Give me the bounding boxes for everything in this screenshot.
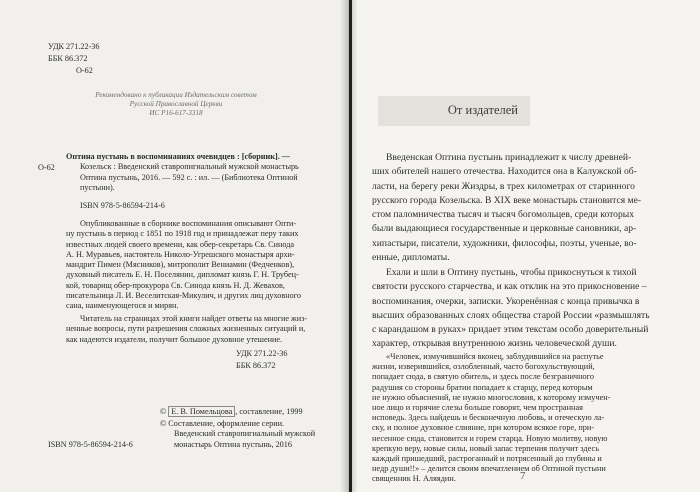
paragraph-line: не нужно объяснений, не нужно многословия, к которому измучен-: [372, 392, 611, 402]
reader-line: ненные вопросы, пути разрешения сложных жизненных ситуаций и,: [66, 324, 306, 334]
reader-line: как надеются издатели, получит большое духовное утешение.: [66, 334, 283, 344]
left-page: [0, 0, 349, 492]
copyright-publisher: [160, 419, 315, 450]
paragraph-line: ное лицо и горячие слезы больше говорят, чем пространная: [372, 403, 583, 413]
paragraph-3: [372, 352, 610, 485]
description-line: ну пустынь в период с 1851 по 1918 год и принадлежат перу таких: [66, 229, 299, 239]
compiler-role: , составление, 1999: [235, 407, 303, 416]
copyright-compiler: [160, 406, 303, 417]
recommendation-line: ИС Р16-617-3318: [149, 109, 203, 118]
isbn-bottom: ISBN 978-5-86594-214-6: [48, 440, 133, 449]
paragraph-line: жизни, изверившийся, озлобленный, часто богохульствующий,: [372, 362, 595, 372]
paragraph-line: Ехали и шли в Оптину пустынь, чтобы прикоснуться к тихой: [386, 267, 637, 278]
paragraph-line: попадает сюда, в святую обитель, и здесь после безграничного: [372, 372, 594, 382]
recommendation-line: Русской Православной Церкви: [129, 100, 223, 109]
description-line: известных людей своего времени, как обер-секретарь Св. Синода: [66, 239, 295, 249]
paragraph-line: исповедь. Здесь найдешь и бесконечную любовь, и отеческую ла-: [372, 413, 605, 423]
catalog-line: пустыни).: [80, 182, 115, 192]
paragraph-1: [372, 151, 641, 265]
compiler-name: Е. В. Помельцова: [168, 406, 235, 417]
paragraph-line: ших обителей нашего отечества. Находится она в Калужской об-: [372, 166, 637, 178]
description-line: мандрит Пимен (Мясников), митрополит Вениамин (Федченков),: [66, 260, 295, 270]
paragraph-line: Введенская Оптина пустынь принадлежит к числу древней-: [386, 152, 632, 163]
paragraph-line: хипастыри, писатели, художники, философы, поэты, ученые, во-: [372, 237, 637, 249]
reader-note: [66, 314, 307, 345]
udk-bottom: УДК 271.22-36: [236, 349, 288, 358]
paragraph-line: недр души!!» – делится своим впечатлением об Оптиной пустыни: [372, 464, 606, 474]
paragraph-line: енные, дипломаты.: [372, 252, 450, 264]
section-title: От издателей: [447, 103, 518, 117]
description-line: кой, товарищ обер-прокурора Св. Синода князь Н. Д. Жевахов,: [66, 280, 285, 290]
description-line: А. Н. Муравьев, настоятель Николо-Угрешского монастыря архи-: [66, 249, 295, 259]
paragraph-line: святости русского старчества, и как отклик на это прикосновение –: [372, 281, 647, 293]
author-mark-top: О-62: [76, 66, 93, 75]
catalog-line: Козельск : Введенский ставропигиальный мужской монастырь: [80, 162, 299, 172]
copyright-line: © Составление, оформление серии.: [160, 419, 285, 428]
paragraph-line: ласти, на берегу реки Жиздры, в трех километрах от старинного: [372, 180, 635, 192]
paragraph-line: каждый пришедший, растроганный и потрясенный до глубины и: [372, 454, 602, 464]
paragraph-line: «Человек, измучившийся вконец, заблудившийся на распутье: [386, 352, 604, 361]
paragraph-line: священник Н. Аляядин.: [372, 474, 456, 484]
copyright-line: монастырь Оптина пустынь, 2016: [174, 439, 292, 449]
paragraph-line: воспоминания, очерки, записки. Укоренённая с конца привычка в: [372, 295, 640, 307]
recommendation-line: Рекомендовано к публикации Издательским советом: [95, 91, 257, 99]
paragraph-line: стом паломничества тысяч и тысяч богомольцев, среди которых: [372, 209, 635, 221]
paragraph-line: были выдающиеся государственные и церковные сановники, ар-: [372, 223, 637, 235]
bbk-top: ББК 86.372: [48, 54, 88, 63]
paragraph-line: радушия со стороны братии попадает к старцу, перед которым: [372, 382, 593, 392]
paragraph-line: несенное сюда, становится и горем старца. Новую молитву, новую: [372, 433, 608, 443]
section-header: [378, 96, 530, 126]
isbn-catalog: ISBN 978-5-86594-214-6: [80, 201, 165, 210]
paragraph-line: крепкую веру, новые силы, новый запас терпения получит здесь: [372, 443, 599, 453]
reader-line: Читатель на страницах этой книги найдет ответы на многие жиз-: [80, 314, 308, 323]
copyright-line: Введенский ставропигиальный мужской: [174, 429, 316, 439]
udk-top: УДК 271.22-36: [48, 42, 100, 51]
catalog-line: Оптина пустынь в воспоминаниях очевидцев : [сборник]. —: [66, 152, 290, 161]
paragraph-line: ску, и полное духовное слияние, при котором всякое горе, при-: [372, 423, 595, 433]
paragraph-line: характер, открывая внутреннюю жизнь человеческой души.: [372, 338, 617, 350]
catalog-entry: [66, 152, 299, 193]
description: [66, 219, 301, 312]
paragraph-line: русского города Козельска. В XIX веке монастырь становится ме-: [372, 194, 642, 206]
book-gutter: [340, 0, 358, 492]
bbk-bottom: ББК 86.372: [236, 361, 276, 370]
page-number: 7: [520, 470, 526, 482]
copyright-symbol: ©: [160, 407, 167, 416]
paragraph-line: с карандашом в руках» придает этим текстам особо доверительный: [372, 324, 649, 336]
paragraph-2: [372, 266, 650, 352]
recommendation: [66, 91, 286, 119]
catalog-line: Оптина пустынь, 2016. — 592 с. : ил. — (Библиотека Оптиной: [80, 172, 298, 182]
description-line: писательница Л. И. Веселитская-Микулич, и других лиц духовного: [66, 291, 301, 301]
description-line: сана, наименующегося и мирян.: [66, 301, 179, 311]
description-line: духовный писатель Е. Н. Поселянин, дипломат князь Г. Н. Трубец-: [66, 270, 299, 280]
catalog-mark: О-62: [38, 163, 55, 172]
description-line: Опубликованные в сборнике воспоминания описывают Опти-: [80, 219, 297, 228]
paragraph-line: высших образованных слоях общества старой России «размышлять: [372, 309, 650, 321]
